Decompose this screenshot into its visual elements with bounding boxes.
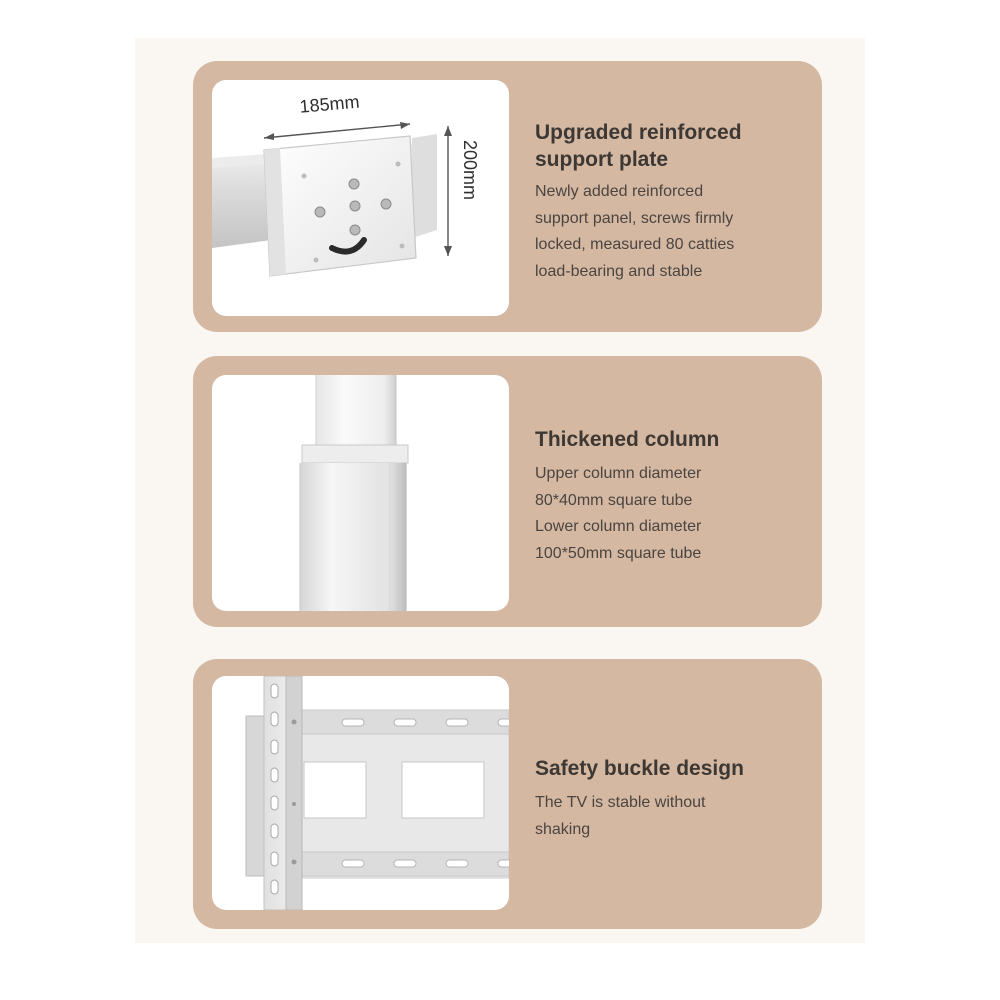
description-line: The TV is stable without — [535, 794, 706, 811]
title-line: Upgraded reinforced — [535, 121, 742, 144]
feature-title: Safety buckle design — [535, 757, 744, 780]
safety-buckle-illustration — [212, 676, 509, 910]
feature-description — [535, 179, 805, 285]
description-line: Upper column diameter — [535, 465, 702, 482]
description-line: 100*50mm square tube — [535, 544, 702, 562]
support-plate-image — [212, 80, 509, 316]
feature-card-thickened-column — [193, 356, 822, 627]
description-line: Lower column diameter — [535, 518, 702, 535]
description-line: 80*40mm square tube — [535, 491, 693, 509]
description-line: support panel, screws firmly — [535, 209, 734, 227]
feature-card-support-plate — [193, 61, 822, 332]
description-line: shaking — [535, 820, 591, 838]
feature-text-thickened-column — [535, 426, 805, 567]
title-line: support plate — [535, 148, 669, 171]
feature-title: Thickened column — [535, 428, 720, 451]
feature-title — [535, 119, 805, 173]
support-plate-illustration — [212, 80, 509, 316]
feature-text-safety-buckle — [535, 755, 805, 843]
description-line: load-bearing and stable — [535, 262, 703, 280]
description-line: locked, measured 80 catties — [535, 236, 735, 253]
feature-card-safety-buckle — [193, 659, 822, 929]
width-dimension-label: 185mm — [298, 91, 361, 117]
description-line: Newly added reinforced — [535, 183, 704, 200]
column-image — [212, 375, 509, 611]
feature-text-support-plate — [535, 119, 805, 285]
feature-description — [535, 790, 805, 843]
column-illustration — [212, 375, 509, 611]
height-dimension-label: 200mm — [460, 140, 480, 201]
safety-buckle-image — [212, 676, 509, 910]
feature-description — [535, 461, 805, 567]
